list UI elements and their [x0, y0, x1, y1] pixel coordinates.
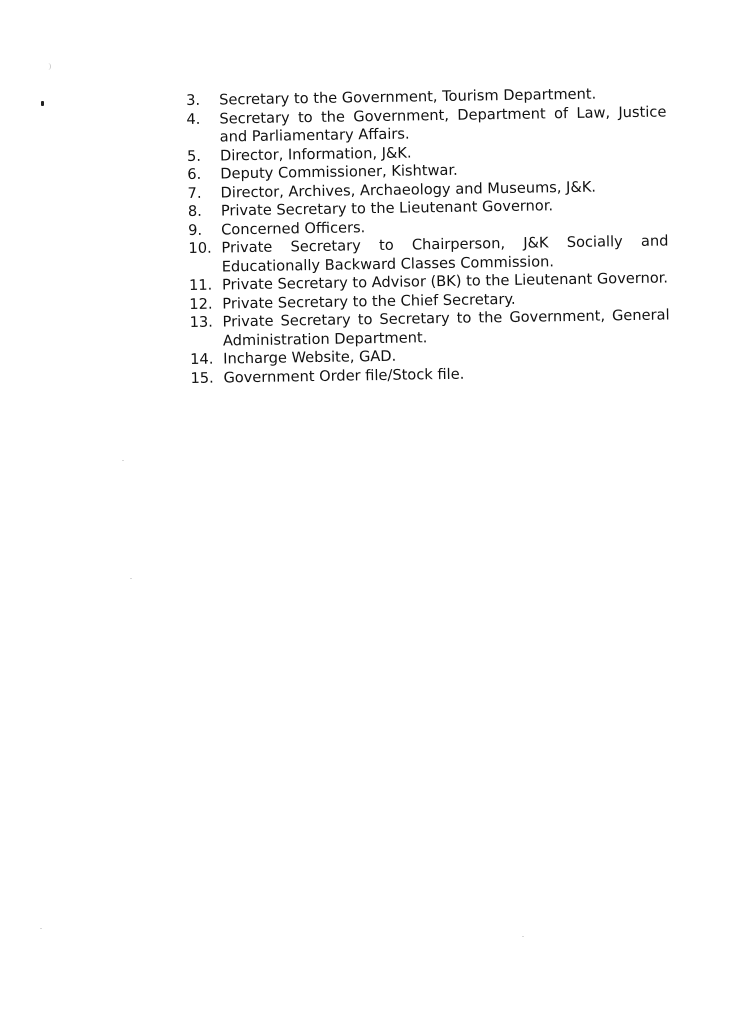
item-number: 12.	[189, 295, 213, 313]
item-text: Private Secretary to Chairperson, J&K Socially and Educationally Backward Classes Commission.	[221, 232, 669, 275]
item-number: 13.	[189, 313, 213, 331]
item-text: Deputy Commissioner, Kishtwar.	[220, 161, 458, 183]
item-number: 6.	[187, 165, 202, 183]
item-text: Secretary to the Government, Department of Law, Justice and Parliamentary Affairs.	[219, 102, 667, 146]
scan-speck	[522, 936, 524, 937]
item-text: Private Secretary to the Chief Secretary.	[222, 290, 516, 312]
item-text: Incharge Website, GAD.	[223, 347, 397, 368]
item-text: Director, Information, J&K.	[219, 143, 412, 164]
item-number: 5.	[186, 147, 202, 165]
item-text: Private Secretary to Advisor (BK) to the Lieutenant Governor.	[221, 269, 669, 294]
item-number: 14.	[190, 350, 214, 368]
item-text: Government Order file/Stock file.	[223, 365, 465, 386]
scan-speck	[130, 578, 132, 579]
item-number: 11.	[188, 276, 213, 294]
item-text: Secretary to the Government, Tourism Department.	[218, 85, 597, 109]
item-number: 9.	[188, 221, 203, 239]
item-text: Concerned Officers.	[221, 218, 366, 238]
item-text: Private Secretary to the Lieutenant Governor.	[220, 197, 554, 220]
item-text: Private Secretary to Secretary to the Government, General Administration Department.	[222, 306, 670, 349]
item-number: 8.	[187, 202, 202, 220]
scan-mark	[46, 63, 51, 70]
item-number: 3.	[186, 91, 201, 109]
item-text: Director, Archives, Archaeology and Museums, J&K.	[220, 178, 597, 201]
scan-speck	[122, 460, 124, 461]
item-number: 15.	[190, 369, 214, 387]
item-number: 10.	[188, 239, 212, 257]
scan-speck	[40, 928, 42, 929]
item-number: 4.	[186, 110, 201, 128]
bullet-mark	[41, 101, 44, 106]
distribution-list	[186, 84, 671, 388]
item-number: 7.	[187, 184, 202, 202]
